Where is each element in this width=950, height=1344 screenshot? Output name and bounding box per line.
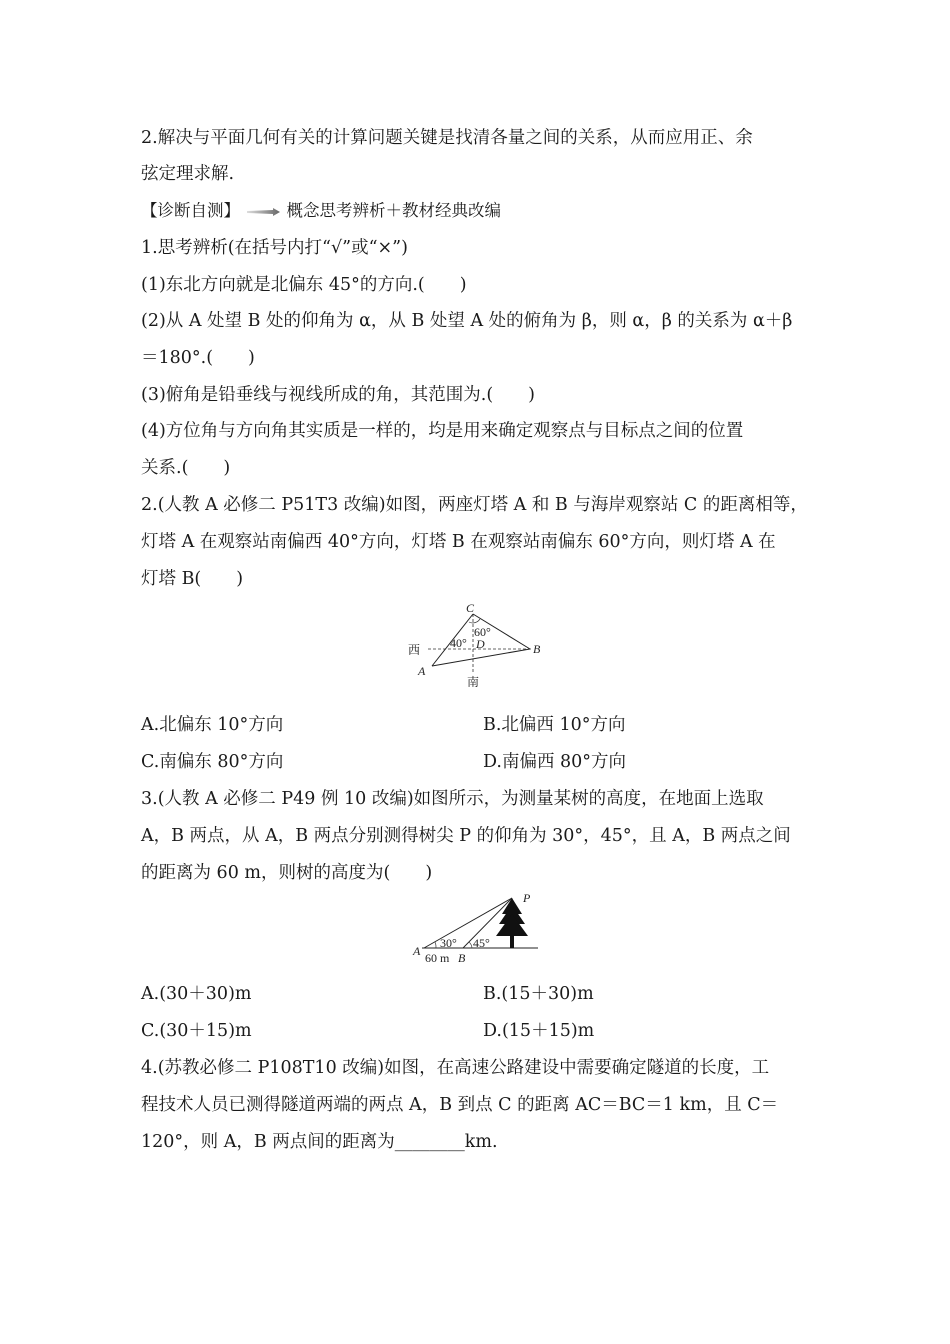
q2-option-c: C.南偏东 80°方向 (141, 752, 284, 772)
south-label: 南 (467, 675, 480, 689)
q2-option-b: B.北偏西 10°方向 (483, 715, 626, 735)
q1-item-2-cont: ＝180°.( ) (141, 348, 255, 368)
label-A: A (413, 944, 421, 958)
intro-line-1: 2.解决与平面几何有关的计算问题关键是找清各量之间的关系，从而应用正、余 (141, 128, 753, 148)
west-label: 西 (408, 643, 421, 657)
arrow-icon (245, 207, 281, 217)
label-B: B (458, 951, 466, 965)
q1-item-4-cont: 关系.( ) (141, 458, 231, 478)
q2-option-d: D.南偏西 80°方向 (483, 752, 627, 772)
tree-icon (496, 898, 528, 948)
q3-line-3: 的距离为 60 m，则树的高度为( ) (141, 863, 433, 883)
q1-title: 1.思考辨析(在括号内打“√”或“×”) (141, 238, 408, 258)
angle-arc-A (435, 942, 436, 948)
q2-line-3: 灯塔 B( ) (141, 569, 244, 589)
label-P: P (523, 891, 531, 905)
tree-figure (408, 890, 553, 970)
angle-45-label: 45° (473, 936, 490, 950)
distance-label: 60 m (425, 951, 450, 965)
side-AB (432, 649, 530, 666)
angle-30-label: 30° (440, 936, 457, 950)
q1-item-1: (1)东北方向就是北偏东 45°的方向.( ) (141, 275, 467, 295)
q4-line-2: 程技术人员已测得隧道两端的两点 A，B 到点 C 的距离 AC＝BC＝1 km，且 C＝ (141, 1095, 779, 1115)
q1-item-2: (2)从 A 处望 B 处的仰角为 α，从 B 处望 A 处的俯角为 β，则 α，β 的关系为 α＋β (141, 311, 793, 331)
q3-option-d: D.(15＋15)m (483, 1021, 595, 1041)
q2-option-a: A.北偏东 10°方向 (141, 715, 284, 735)
q3-option-a: A.(30＋30)m (141, 984, 252, 1004)
label-A: A (418, 664, 426, 678)
q2-line-1: 2.(人教 A 必修二 P51T3 改编)如图，两座灯塔 A 和 B 与海岸观察站 C 的距离相等， (141, 495, 808, 515)
q1-item-3: (3)俯角是铅垂线与视线所成的角，其范围为.( ) (141, 385, 536, 405)
q4-line-3: 120°，则 A，B 两点间的距离为________km. (141, 1132, 498, 1152)
angle-arc-left (469, 622, 473, 623)
label-B: B (533, 642, 541, 656)
q3-line-1: 3.(人教 A 必修二 P49 例 10 改编)如图所示，为测量某树的高度，在地面上选取 (141, 789, 764, 809)
lighthouse-figure (400, 600, 560, 695)
q3-option-b: B.(15＋30)m (483, 984, 594, 1004)
sight-line-A (424, 898, 512, 948)
angle-60-label: 60° (474, 625, 491, 639)
label-C: C (466, 601, 475, 615)
q2-line-2: 灯塔 A 在观察站南偏西 40°方向，灯塔 B 在观察站南偏东 60°方向，则灯塔 A 在 (141, 532, 776, 552)
intro-line-2: 弦定理求解. (141, 164, 235, 184)
label-D: D (476, 637, 485, 651)
angle-arc-right (473, 619, 480, 623)
q3-option-c: C.(30＋15)m (141, 1021, 252, 1041)
angle-40-label: 40° (450, 636, 467, 650)
diagnostic-header (141, 199, 501, 223)
q3-line-2: A，B 两点，从 A，B 两点分别测得树尖 P 的仰角为 30°，45°，且 A，B 两点之间 (141, 826, 791, 846)
diagnostic-subtitle: 概念思考辨析＋教材经典改编 (286, 201, 501, 220)
q4-line-1: 4.(苏教必修二 P108T10 改编)如图，在高速公路建设中需要确定隧道的长度，工 (141, 1058, 770, 1078)
diagnostic-bracket-label: 【诊断自测】 (141, 201, 240, 220)
q1-item-4: (4)方位角与方向角其实质是一样的，均是用来确定观察点与目标点之间的位置 (141, 421, 744, 441)
angle-arc-B (469, 942, 472, 948)
